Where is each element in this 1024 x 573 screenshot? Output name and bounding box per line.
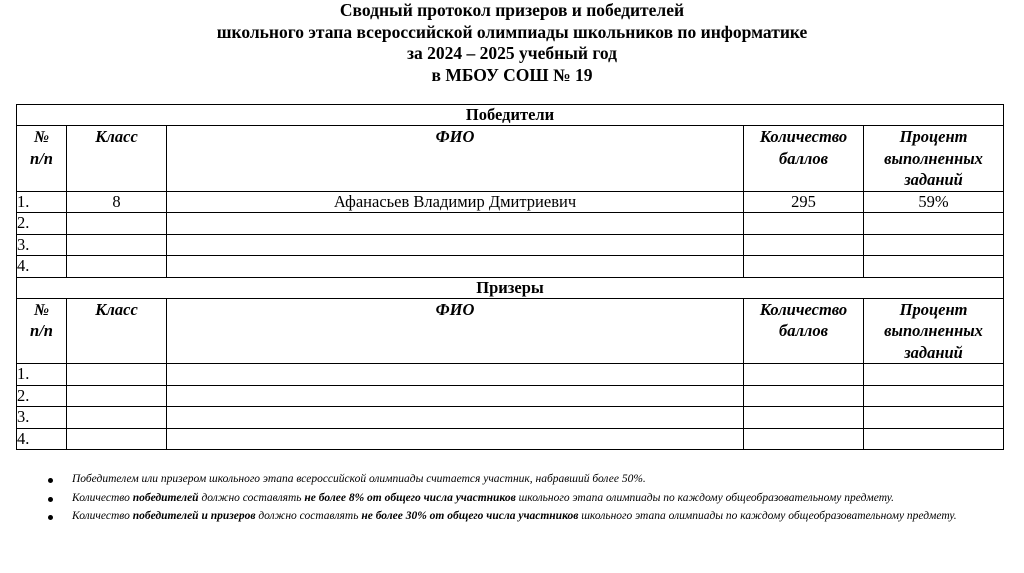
header-fio: ФИО [167, 298, 744, 364]
cell-score [744, 364, 864, 386]
cell-score [744, 213, 864, 235]
cell-class [67, 407, 167, 429]
table-row [17, 385, 1004, 407]
note-item [48, 471, 978, 489]
bullet-icon [48, 515, 53, 520]
note-item [48, 508, 978, 526]
note-text: Количество [72, 510, 133, 522]
header-class: Класс [67, 126, 167, 192]
bullet-icon [48, 478, 53, 483]
header-score [744, 126, 864, 192]
header-percent-line: заданий [904, 342, 963, 362]
note-text: Количество [72, 491, 133, 504]
cell-score [744, 428, 864, 450]
section-title: Победители [17, 105, 1004, 126]
cell-score [744, 407, 864, 429]
header-num-line: п/п [30, 148, 53, 168]
table-row [17, 256, 1004, 278]
cell-num: 3. [17, 234, 67, 256]
header-score-line: Количество [759, 299, 848, 319]
winners-column-headers [17, 126, 1004, 192]
cell-fio [167, 234, 744, 256]
cell-class [67, 213, 167, 235]
cell-percent [864, 213, 1004, 235]
cell-num: 1. [17, 191, 67, 213]
cell-fio [167, 428, 744, 450]
header-num [17, 298, 67, 364]
header-fio: ФИО [167, 126, 744, 192]
title-line-3: за 2024 – 2025 учебный год [407, 43, 617, 63]
winners-section-header [17, 105, 1004, 126]
cell-score [744, 256, 864, 278]
notes-list [48, 471, 978, 527]
cell-fio [167, 385, 744, 407]
note-text: Победителем или призером школьного этапа всероссийской олимпиады считается участник, набравший более 50%. [72, 473, 646, 485]
table-row [17, 213, 1004, 235]
cell-percent [864, 407, 1004, 429]
cell-class [67, 385, 167, 407]
note-text: школьного этапа олимпиады по каждому общеобразовательному предмету. [515, 491, 894, 504]
cell-num: 4. [17, 428, 67, 450]
cell-score [744, 234, 864, 256]
cell-class: 8 [67, 191, 167, 213]
title-line-4: в МБОУ СОШ № 19 [431, 64, 593, 85]
header-num-line: п/п [30, 321, 53, 340]
header-percent [864, 126, 1004, 192]
header-score-line: баллов [778, 321, 829, 340]
cell-num: 1. [17, 364, 67, 386]
cell-num: 3. [17, 407, 67, 429]
header-percent-line: выполненных [884, 148, 983, 168]
header-num-line: № [33, 299, 50, 319]
note-text: не более 30% от общего числа участников [361, 510, 579, 522]
note-text: победителей [132, 491, 199, 504]
cell-fio: Афанасьев Владимир Дмитриевич [167, 191, 744, 213]
document-title [0, 0, 1024, 86]
header-score-line: баллов [778, 148, 829, 168]
header-num [17, 126, 67, 192]
cell-class [67, 234, 167, 256]
note-text: победителей и призеров [132, 510, 256, 522]
cell-fio [167, 407, 744, 429]
note-text: не более 8% от общего числа участников [304, 491, 516, 504]
table-row [17, 428, 1004, 450]
cell-score: 295 [744, 191, 864, 213]
prizewinners-section-header [17, 277, 1004, 298]
table-row [17, 234, 1004, 256]
header-score-line: Количество [759, 127, 848, 146]
title-line-1: Сводный протокол призеров и победителей [339, 0, 685, 20]
cell-fio [167, 213, 744, 235]
cell-num: 4. [17, 256, 67, 278]
cell-percent [864, 428, 1004, 450]
header-percent-line: выполненных [884, 321, 983, 340]
header-score [744, 298, 864, 364]
header-class: Класс [67, 298, 167, 364]
cell-class [67, 428, 167, 450]
table-row [17, 407, 1004, 429]
cell-percent [864, 256, 1004, 278]
header-num-line: № [33, 127, 50, 146]
section-title: Призеры [17, 277, 1004, 298]
title-line-2: школьного этапа всероссийской олимпиады школьников по информатике [216, 21, 808, 42]
cell-score [744, 385, 864, 407]
note-item [48, 490, 978, 508]
note-text: должно составлять [198, 491, 305, 504]
header-percent-line: Процент [899, 299, 968, 319]
cell-fio [167, 364, 744, 386]
cell-fio [167, 256, 744, 278]
header-percent [864, 298, 1004, 364]
cell-class [67, 256, 167, 278]
header-percent-line: заданий [904, 170, 963, 189]
table-row [17, 364, 1004, 386]
cell-num: 2. [17, 213, 67, 235]
cell-percent: 59% [864, 191, 1004, 213]
note-text: школьного этапа олимпиады по каждому общеобразовательному предмету. [578, 510, 957, 522]
bullet-icon [48, 497, 53, 502]
note-text: должно составлять [255, 510, 362, 522]
protocol-table [16, 104, 1004, 450]
table-row [17, 191, 1004, 213]
cell-percent [864, 364, 1004, 386]
prizewinners-column-headers [17, 298, 1004, 364]
cell-num: 2. [17, 385, 67, 407]
cell-percent [864, 385, 1004, 407]
cell-percent [864, 234, 1004, 256]
cell-class [67, 364, 167, 386]
header-percent-line: Процент [899, 127, 968, 146]
